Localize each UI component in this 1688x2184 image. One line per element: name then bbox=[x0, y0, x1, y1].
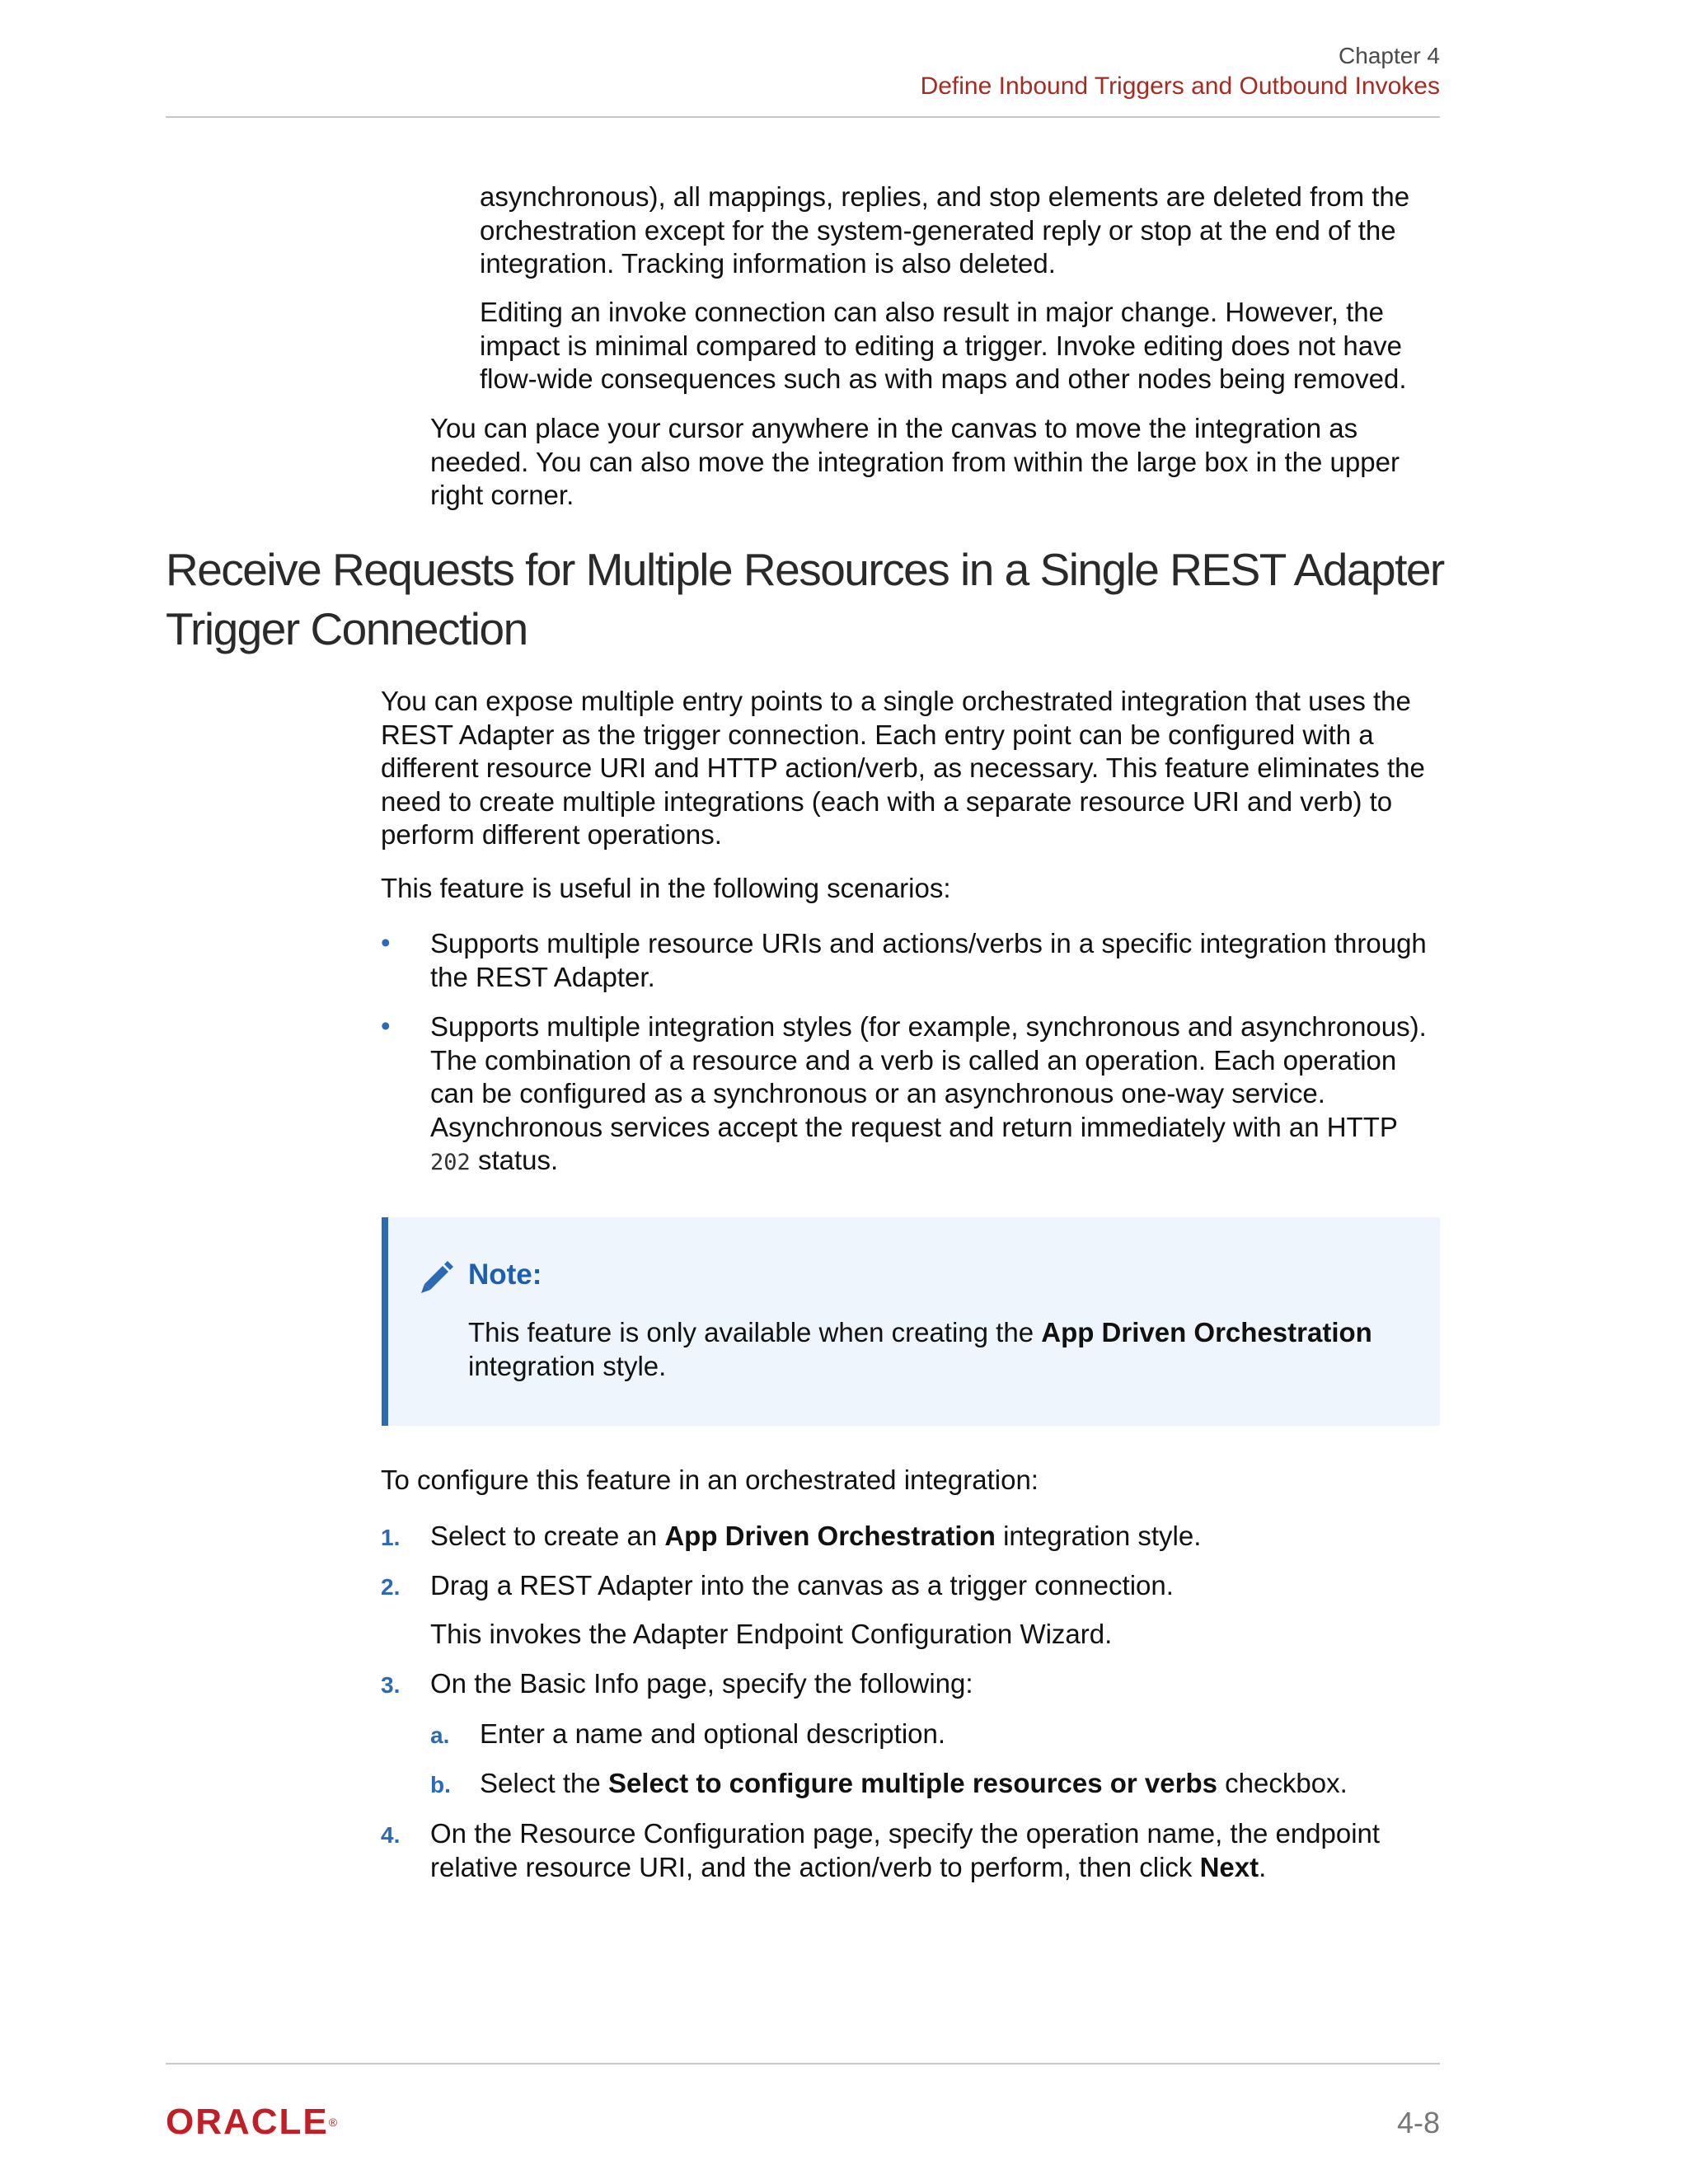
step-number: 3. bbox=[381, 1672, 401, 1698]
step-3b bbox=[480, 1767, 1444, 1801]
substep-letter: a. bbox=[430, 1722, 450, 1748]
chapter-label: Chapter 4 bbox=[1339, 43, 1440, 68]
section-heading: Receive Requests for Multiple Resources in a Single REST Adapter Trigger Connection bbox=[166, 544, 1444, 654]
step-3b-end: checkbox. bbox=[1217, 1768, 1348, 1798]
step-3b-bold: Select to configure multiple resources or verbs bbox=[607, 1768, 1217, 1798]
step-4 bbox=[430, 1817, 1444, 1884]
section-paragraph-1 bbox=[381, 685, 1444, 852]
step-2: Drag a REST Adapter into the canvas as a trigger connection. bbox=[430, 1570, 1174, 1601]
note-text-start: This feature is only available when creating the bbox=[468, 1317, 1042, 1347]
step-1-text: Select to create an bbox=[430, 1521, 665, 1551]
bullet-marker: • bbox=[381, 1010, 391, 1041]
step-3b-text: Select the bbox=[480, 1768, 608, 1798]
step-3: On the Basic Info page, specify the following: bbox=[430, 1668, 973, 1699]
section-paragraph-1-text: You can expose multiple entry points to a single orchestrated integration that uses the REST Adapter as the trigger connection. Each entry point can be configured with a different resource URI and HTTP action/verb, as necessary. This feature eliminates the need to create multiple integrations (each with a separate resource URI and verb) to perform different operations. bbox=[381, 686, 1425, 850]
step-number: 2. bbox=[381, 1574, 401, 1600]
pencil-icon bbox=[418, 1258, 456, 1296]
bullet-item-2-text: Supports multiple integration styles (for example, synchronous and asynchronous). The combination of a resource and a verb is called an operation. Each operation can be configured as a synchronous or an asynchronous one-way service. Asynchronous services accept the request and return immediately with an HTTP bbox=[430, 1011, 1427, 1142]
bullet-item-2 bbox=[430, 1010, 1444, 1180]
header-divider bbox=[166, 116, 1440, 118]
section-title: Define Inbound Triggers and Outbound Invokes bbox=[920, 73, 1440, 100]
bullet-marker: • bbox=[381, 927, 391, 958]
section-paragraph-2-text: This feature is useful in the following scenarios: bbox=[381, 873, 951, 903]
step-1-end: integration style. bbox=[995, 1521, 1202, 1551]
intro-paragraph-3-text: You can place your cursor anywhere in the canvas to move the integration as needed. You can also move the integration from within the large box in the upper right corner. bbox=[430, 413, 1400, 510]
step-1-bold: App Driven Orchestration bbox=[664, 1521, 996, 1551]
intro-paragraph-1 bbox=[480, 180, 1444, 281]
bullet-item-2-end: status. bbox=[470, 1145, 559, 1175]
oracle-logo bbox=[166, 2104, 339, 2140]
step-number: 4. bbox=[381, 1822, 401, 1848]
step-2-result: This invokes the Adapter Endpoint Configuration Wizard. bbox=[430, 1619, 1113, 1649]
note-title: Note: bbox=[468, 1258, 542, 1291]
substep-letter: b. bbox=[430, 1772, 451, 1797]
steps-intro: To configure this feature in an orchestrated integration: bbox=[381, 1465, 1039, 1495]
note-text-bold: App Driven Orchestration bbox=[1041, 1317, 1372, 1347]
step-4-bold: Next bbox=[1199, 1851, 1259, 1882]
intro-paragraph-2-text: Editing an invoke connection can also result in major change. However, the impact is minimal compared to editing a trigger. Invoke editing does not have flow-wide consequences such as with maps and other nodes being removed. bbox=[480, 297, 1407, 394]
step-4-end: . bbox=[1259, 1851, 1267, 1882]
note-text bbox=[468, 1316, 1424, 1383]
bullet-item-1: Supports multiple resource URIs and actions/verbs in a specific integration through the REST Adapter. bbox=[430, 928, 1427, 992]
step-4-text: On the Resource Configuration page, specify the operation name, the endpoint relative resource URI, and the action/verb to perform, then click bbox=[430, 1818, 1381, 1882]
step-1 bbox=[430, 1520, 1444, 1554]
intro-paragraph-2 bbox=[480, 296, 1444, 396]
intro-paragraph-1-text: asynchronous), all mappings, replies, and stop elements are deleted from the orchestration except for the system-generated reply or stop at the end of the integration. Tracking information is also deleted. bbox=[480, 181, 1410, 279]
logo-text: ORACLE bbox=[166, 2102, 329, 2142]
footer-divider bbox=[166, 2063, 1440, 2064]
intro-paragraph-3 bbox=[430, 412, 1440, 513]
step-number: 1. bbox=[381, 1525, 401, 1550]
section-paragraph-2 bbox=[381, 872, 1444, 906]
page-number: 4-8 bbox=[1396, 2106, 1440, 2139]
http-status-code: 202 bbox=[430, 1150, 471, 1175]
note-text-end: integration style. bbox=[468, 1350, 667, 1381]
registered-mark: ® bbox=[328, 2116, 340, 2129]
step-3a: Enter a name and optional description. bbox=[480, 1718, 946, 1749]
